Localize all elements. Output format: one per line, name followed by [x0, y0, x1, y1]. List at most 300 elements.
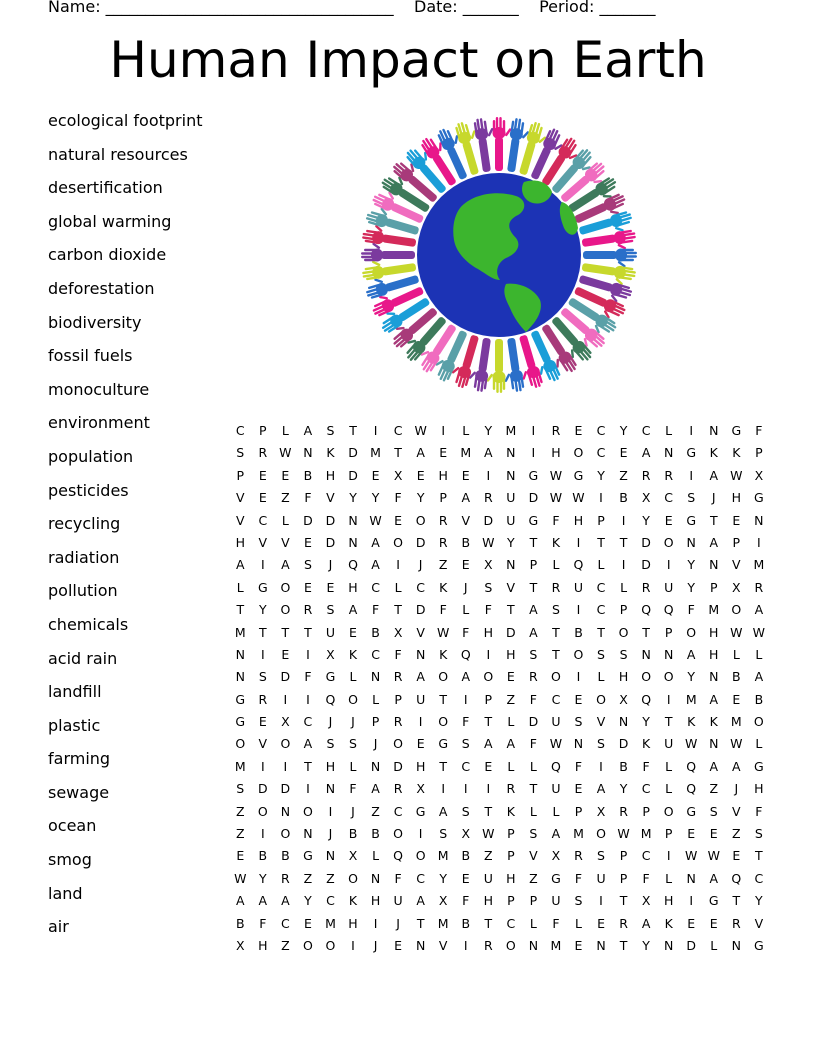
grid-letter: I [666, 848, 671, 864]
grid-letter: L [349, 758, 357, 774]
grid-letter: X [438, 893, 448, 909]
grid-letter: Y [259, 602, 267, 618]
word-list-item: ecological footprint [48, 111, 203, 130]
grid-letter: R [393, 714, 403, 730]
grid-letter: E [709, 826, 718, 842]
grid-letter: T [304, 624, 312, 640]
grid-letter: L [597, 557, 605, 573]
grid-letter: Q [348, 557, 358, 573]
grid-letter: Y [642, 512, 650, 528]
grid-row [229, 554, 770, 576]
grid-letter: H [754, 781, 764, 797]
grid-letter: L [281, 423, 289, 438]
grid-letter: K [732, 445, 741, 461]
grid-letter: C [754, 870, 764, 886]
grid-letter: F [755, 423, 763, 438]
grid-letter: L [552, 803, 560, 819]
grid-letter: A [461, 669, 471, 685]
grid-letter: W [730, 467, 743, 483]
grid-letter: G [528, 467, 539, 483]
grid-letter: L [529, 803, 537, 819]
grid-letter: O [753, 714, 764, 730]
grid-letter: F [394, 870, 402, 886]
grid-letter: G [325, 669, 336, 685]
grid-letter: C [416, 870, 426, 886]
grid-letter: G [438, 736, 449, 752]
grid-letter: C [596, 423, 606, 438]
grid-letter: F [574, 758, 583, 774]
grid-letter: E [732, 691, 741, 707]
grid-letter: L [236, 579, 244, 595]
grid-letter: J [373, 736, 378, 752]
grid-letter: B [619, 490, 628, 506]
grid-letter: X [393, 467, 403, 483]
grid-letter: X [641, 893, 651, 909]
grid-letter: I [373, 423, 378, 438]
grid-letter: T [619, 937, 628, 953]
grid-letter: E [732, 848, 741, 864]
grid-letter: Z [235, 803, 245, 819]
grid-letter: K [348, 893, 358, 909]
grid-letter: W [617, 826, 630, 842]
page-title: Human Impact on Earth [109, 31, 707, 89]
grid-letter: R [258, 691, 268, 707]
grid-letter: W [369, 512, 382, 528]
grid-letter: N [235, 669, 245, 685]
grid-letter: K [642, 736, 651, 752]
word-list-item: smog [48, 850, 92, 870]
word-list-item: environment [48, 413, 150, 433]
grid-letter: H [709, 624, 719, 640]
grid-letter: N [506, 557, 516, 573]
grid-letter: L [507, 714, 515, 730]
grid-letter: R [619, 915, 628, 931]
grid-letter: N [686, 870, 696, 886]
grid-letter: X [754, 467, 764, 483]
grid-letter: E [236, 848, 245, 864]
grid-letter: G [235, 691, 246, 707]
grid-letter: T [304, 758, 312, 774]
grid-letter: F [755, 803, 763, 819]
grid-letter: A [732, 758, 741, 774]
grid-letter: E [258, 467, 267, 483]
grid-letter: X [416, 781, 425, 797]
grid-letter: O [280, 826, 291, 842]
grid-letter: H [709, 646, 719, 662]
grid-letter: S [326, 602, 335, 618]
grid-letter: T [394, 602, 402, 618]
grid-letter: D [528, 714, 539, 730]
grid-letter: M [437, 848, 449, 864]
grid-letter: J [734, 781, 739, 797]
grid-letter: E [303, 534, 312, 550]
grid-letter: C [416, 579, 426, 595]
grid-letter: Y [687, 557, 696, 573]
grid-letter: M [730, 714, 742, 730]
grid-letter: W [572, 490, 585, 506]
globe-hands-illustration [356, 112, 642, 398]
grid-letter: T [664, 714, 673, 730]
grid-letter: H [325, 758, 336, 774]
grid-letter: U [416, 691, 426, 707]
name-field-label: Name: ____________________________________ [48, 0, 394, 16]
grid-letter: K [506, 803, 515, 819]
grid-letter: H [663, 893, 674, 909]
grid-letter: T [709, 512, 718, 528]
grid-letter: F [642, 870, 650, 886]
grid-letter: X [393, 624, 403, 640]
grid-letter: G [528, 512, 539, 528]
grid-letter: B [371, 624, 380, 640]
grid-letter: L [710, 937, 718, 953]
grid-letter: V [258, 736, 268, 752]
grid-letter: S [326, 736, 335, 752]
letter-grid [229, 420, 770, 957]
grid-letter: R [506, 781, 516, 797]
grid-letter: Z [506, 691, 516, 707]
grid-letter: W [234, 870, 247, 886]
grid-letter: B [371, 826, 380, 842]
grid-letter: C [371, 646, 380, 662]
grid-letter: D [618, 736, 629, 752]
grid-letter: N [641, 646, 651, 662]
grid-letter: T [552, 646, 560, 662]
grid-letter: P [394, 691, 402, 707]
grid-letter: E [597, 915, 605, 931]
grid-letter: F [259, 915, 267, 931]
grid-letter: T [416, 915, 425, 931]
grid-letter: G [573, 467, 584, 483]
grid-letter: C [596, 445, 606, 461]
grid-letter: P [507, 848, 515, 864]
grid-letter: X [551, 848, 561, 864]
grid-row [229, 778, 770, 800]
grid-letter: B [258, 848, 268, 864]
grid-letter: N [663, 445, 674, 461]
grid-letter: R [551, 579, 561, 595]
grid-letter: Z [438, 557, 448, 573]
grid-letter: M [685, 691, 697, 707]
grid-letter: I [666, 557, 671, 573]
grid-letter: T [439, 691, 448, 707]
grid-letter: O [235, 736, 246, 752]
grid-letter: T [507, 602, 515, 618]
grid-row [229, 666, 770, 688]
grid-letter: A [754, 669, 764, 685]
grid-letter: D [280, 781, 291, 797]
grid-letter: A [348, 602, 358, 618]
grid-letter: C [461, 758, 471, 774]
grid-letter: W [685, 848, 698, 864]
grid-letter: A [303, 736, 313, 752]
grid-letter: J [328, 826, 333, 842]
grid-letter: G [754, 490, 764, 506]
grid-letter: I [463, 937, 468, 953]
grid-letter: N [370, 669, 381, 685]
word-list-item: radiation [48, 547, 120, 567]
grid-letter: F [371, 602, 380, 618]
grid-letter: B [348, 826, 358, 842]
grid-letter: F [462, 893, 470, 909]
grid-letter: V [438, 937, 448, 953]
word-list-item: fossil fuels [48, 346, 133, 366]
grid-row [229, 823, 770, 845]
grid-letter: P [732, 534, 741, 550]
grid-row [229, 465, 770, 487]
grid-letter: H [415, 758, 426, 774]
grid-letter: C [641, 423, 651, 438]
grid-letter: Z [529, 870, 538, 886]
grid-letter: S [597, 848, 605, 864]
grid-letter: P [664, 624, 673, 640]
grid-letter: D [415, 602, 426, 618]
grid-letter: D [348, 445, 358, 461]
grid-letter: E [709, 915, 718, 931]
grid-letter: U [483, 870, 493, 886]
grid-letter: N [528, 937, 539, 953]
grid-letter: D [641, 534, 651, 550]
grid-letter: M [550, 937, 562, 953]
grid-letter: N [415, 646, 426, 662]
grid-letter: I [689, 467, 694, 483]
grid-letter: N [731, 937, 741, 953]
word-list-item: pesticides [48, 480, 129, 500]
grid-letter: W [685, 736, 698, 752]
grid-letter: T [259, 624, 267, 640]
grid-row [229, 733, 770, 755]
period-field-label: Period: _______ [539, 0, 656, 16]
grid-letter: I [306, 691, 310, 707]
grid-letter: W [414, 423, 427, 438]
grid-letter: S [303, 557, 312, 573]
grid-letter: Q [325, 691, 336, 707]
grid-letter: W [752, 624, 766, 640]
grid-letter: M [437, 915, 449, 931]
grid-letter: I [418, 826, 423, 842]
word-list-item: deforestation [48, 278, 155, 298]
grid-letter: L [394, 579, 402, 595]
grid-row [229, 845, 770, 867]
grid-letter: I [486, 781, 491, 797]
grid-letter: O [505, 937, 516, 953]
grid-letter: P [529, 893, 538, 909]
grid-letter: F [552, 915, 560, 931]
grid-letter: I [441, 423, 446, 438]
grid-letter: S [349, 736, 357, 752]
grid-letter: T [439, 758, 448, 774]
grid-letter: K [664, 915, 673, 931]
grid-letter: L [732, 646, 740, 662]
grid-letter: B [732, 669, 741, 685]
word-list-item: natural resources [48, 144, 188, 164]
grid-letter: I [599, 490, 603, 506]
word-list-item: desertification [48, 178, 163, 198]
grid-letter: E [506, 669, 515, 685]
grid-letter: E [619, 445, 628, 461]
grid-letter: R [281, 870, 290, 886]
grid-letter: A [461, 490, 471, 506]
grid-letter: W [437, 624, 450, 640]
grid-row [229, 442, 770, 464]
grid-letter: V [235, 512, 245, 528]
grid-letter: Q [663, 602, 674, 618]
word-list [48, 110, 202, 950]
grid-row [229, 756, 770, 778]
grid-letter: L [462, 423, 470, 438]
grid-letter: K [687, 714, 696, 730]
grid-letter: C [641, 781, 651, 797]
grid-letter: X [235, 937, 245, 953]
grid-letter: I [757, 534, 761, 550]
grid-row [229, 599, 770, 621]
grid-letter: O [393, 736, 404, 752]
grid-letter: N [325, 848, 336, 864]
word-list-item: plastic [48, 715, 101, 735]
grid-letter: T [484, 714, 493, 730]
grid-letter: N [709, 669, 719, 685]
grid-letter: D [415, 534, 426, 550]
grid-letter: A [416, 669, 425, 685]
grid-letter: E [281, 646, 290, 662]
grid-letter: V [326, 490, 335, 506]
grid-letter: D [506, 624, 516, 640]
grid-letter: Q [686, 758, 697, 774]
grid-letter: I [306, 646, 310, 662]
grid-letter: Z [619, 467, 628, 483]
grid-letter: T [236, 602, 245, 618]
grid-letter: O [257, 803, 268, 819]
grid-letter: B [754, 691, 764, 707]
grid-letter: H [325, 467, 336, 483]
grid-letter: R [754, 579, 764, 595]
grid-letter: S [236, 445, 245, 461]
grid-letter: I [599, 893, 603, 909]
grid-letter: I [621, 557, 626, 573]
grid-letter: Y [349, 490, 357, 506]
grid-letter: I [531, 445, 536, 461]
word-list-item: sewage [48, 782, 110, 802]
grid-letter: N [303, 445, 313, 461]
grid-letter: G [686, 803, 697, 819]
grid-letter: D [325, 512, 336, 528]
grid-letter: H [506, 870, 516, 886]
grid-letter: S [597, 646, 605, 662]
grid-letter: Y [371, 490, 380, 506]
grid-letter: X [281, 714, 290, 730]
grid-letter: F [394, 646, 402, 662]
grid-letter: I [418, 714, 423, 730]
grid-letter: I [666, 691, 671, 707]
grid-letter: O [438, 669, 449, 685]
grid-letter: X [732, 579, 741, 595]
grid-letter: Z [709, 781, 719, 797]
grid-letter: E [574, 781, 583, 797]
grid-letter: O [731, 602, 742, 618]
date-field-label: Date: _______ [414, 0, 519, 16]
grid-letter: K [326, 445, 335, 461]
grid-letter: P [619, 602, 628, 618]
grid-letter: Q [641, 602, 652, 618]
grid-letter: M [234, 758, 246, 774]
grid-letter: L [574, 915, 582, 931]
word-list-item: farming [48, 749, 111, 769]
grid-letter: Q [641, 691, 652, 707]
grid-letter: S [258, 669, 267, 685]
grid-letter: N [506, 467, 516, 483]
grid-letter: S [461, 803, 470, 819]
grid-letter: B [461, 915, 471, 931]
grid-letter: H [731, 490, 741, 506]
grid-letter: A [281, 557, 290, 573]
word-list-item: land [48, 883, 83, 903]
grid-letter: Y [687, 579, 696, 595]
grid-letter: L [529, 758, 537, 774]
grid-letter: A [484, 445, 493, 461]
grid-letter: M [370, 445, 381, 461]
grid-letter: I [689, 893, 694, 909]
grid-letter: P [529, 557, 538, 573]
grid-letter: H [348, 915, 358, 931]
grid-letter: U [573, 579, 584, 595]
grid-letter: L [665, 758, 673, 774]
grid-letter: J [463, 579, 468, 595]
grid-letter: A [281, 893, 290, 909]
grid-letter: D [348, 467, 358, 483]
grid-letter: I [260, 646, 265, 662]
grid-letter: M [573, 826, 584, 842]
grid-letter: Y [642, 714, 650, 730]
grid-row [229, 622, 770, 644]
grid-letter: E [416, 736, 425, 752]
grid-letter: P [664, 826, 673, 842]
grid-letter: S [574, 893, 583, 909]
grid-letter: N [686, 534, 696, 550]
grid-letter: Y [687, 669, 696, 685]
grid-letter: G [415, 803, 426, 819]
grid-letter: H [483, 624, 493, 640]
grid-letter: A [641, 445, 651, 461]
grid-letter: I [283, 758, 288, 774]
grid-letter: Y [642, 937, 650, 953]
grid-letter: S [439, 826, 448, 842]
grid-letter: I [260, 826, 265, 842]
grid-letter: H [483, 893, 493, 909]
grid-row [229, 532, 770, 554]
grid-letter: U [506, 512, 516, 528]
grid-letter: A [709, 870, 719, 886]
grid-letter: O [663, 534, 674, 550]
grid-letter: W [730, 736, 743, 752]
grid-letter: V [732, 803, 741, 819]
grid-letter: E [461, 870, 470, 886]
word-list-item: pollution [48, 581, 118, 601]
grid-letter: I [531, 423, 536, 438]
grid-letter: F [687, 602, 695, 618]
grid-letter: A [686, 646, 696, 662]
grid-letter: A [709, 534, 719, 550]
grid-row [229, 935, 770, 957]
grid-letter: N [280, 803, 291, 819]
grid-letter: O [663, 669, 674, 685]
grid-letter: H [551, 445, 561, 461]
grid-letter: O [663, 803, 674, 819]
grid-letter: H [618, 669, 629, 685]
grid-letter: O [280, 736, 291, 752]
grid-letter: B [235, 915, 245, 931]
grid-letter: G [551, 870, 561, 886]
grid-letter: I [599, 758, 603, 774]
grid-letter: F [574, 870, 583, 886]
